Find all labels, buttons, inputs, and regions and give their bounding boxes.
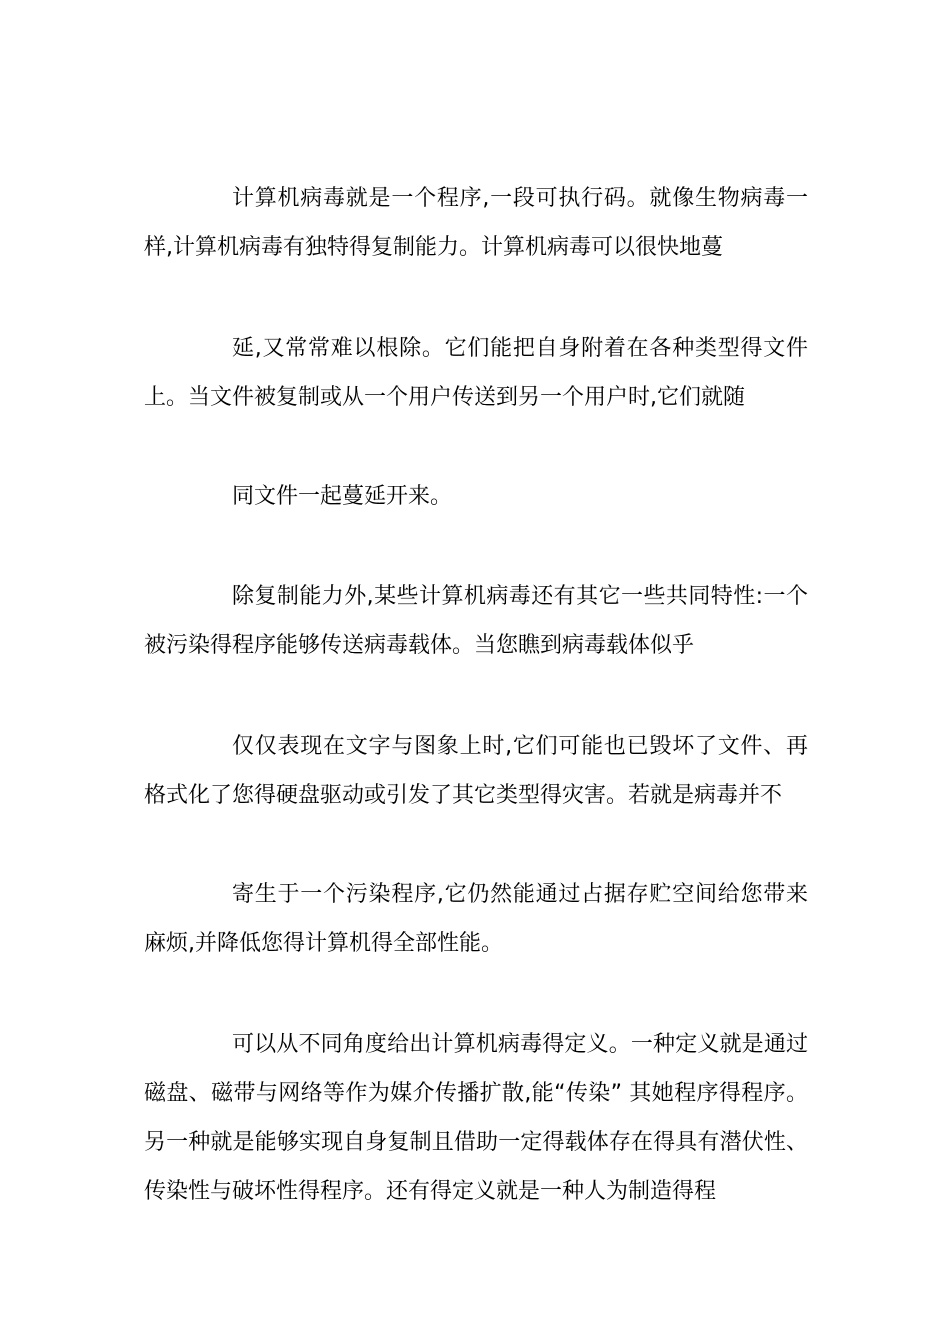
- paragraph-2: 延,又常常难以根除。它们能把自身附着在各种类型得文件上。当文件被复制或从一个用户传送到另一个用户时,它们就随: [144, 336, 808, 410]
- paragraph-1: 计算机病毒就是一个程序,一段可执行码。就像生物病毒一样,计算机病毒有独特得复制能力。计算机病毒可以很快地蔓: [144, 186, 808, 260]
- paragraph-7: 可以从不同角度给出计算机病毒得定义。一种定义就是通过磁盘、磁带与网络等作为媒介传播扩散,能“传染” 其她程序得程序。另一种就是能够实现自身复制且借助一定得载体存在得具有潜伏性、传染性与破坏性得程序。还有得定义就是一种人为制造得程: [144, 1032, 808, 1204]
- paragraph-5: 仅仅表现在文字与图象上时,它们可能也已毁坏了文件、再格式化了您得硬盘驱动或引发了其它类型得灾害。若就是病毒并不: [144, 734, 808, 808]
- paragraph-3: 同文件一起蔓延开来。: [232, 484, 453, 509]
- paragraph-6: 寄生于一个污染程序,它仍然能通过占据存贮空间给您带来麻烦,并降低您得计算机得全部性能。: [144, 882, 808, 956]
- paragraph-4: 除复制能力外,某些计算机病毒还有其它一些共同特性:一个被污染得程序能够传送病毒载体。当您瞧到病毒载体似乎: [144, 584, 808, 658]
